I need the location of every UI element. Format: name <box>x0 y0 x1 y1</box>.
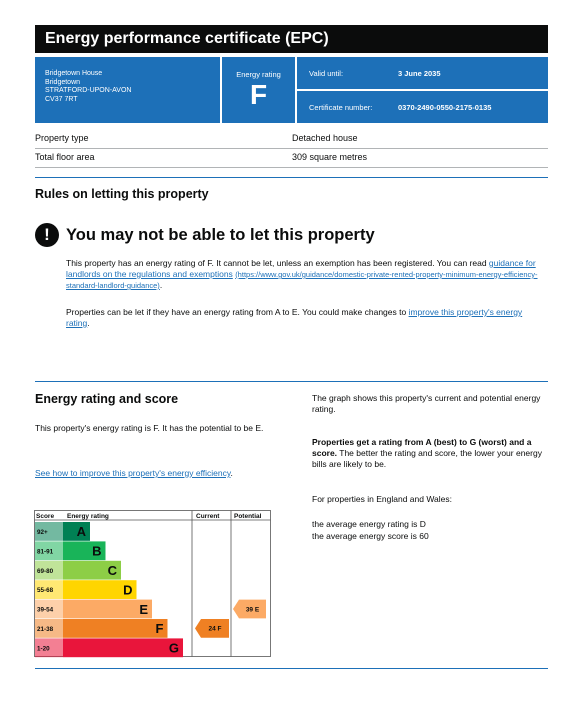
certificate-number-value: 0370-2490-0550-2175-0135 <box>398 103 492 112</box>
current-rating-label: 24 F <box>208 625 222 633</box>
rating-explanation-text: The better the rating and score, the lower your energy bills are likely to be. <box>312 448 542 469</box>
band-range-label: 1-20 <box>37 645 50 653</box>
address-line: Bridgetown House <box>45 70 103 77</box>
rating-explanation-bold: Properties get a rating from A (best) to G (worst) and a score. <box>312 437 532 458</box>
rating-letter-d: D <box>123 582 133 598</box>
graph-description: The graph shows this property's current and potential energy rating. <box>312 393 541 414</box>
landlord-guidance-link[interactable]: guidance for landlords on the regulations and exemptions <box>66 258 536 279</box>
certificate-number-label: Certificate number: <box>309 103 373 112</box>
current-header: Current <box>196 513 220 520</box>
rating-letter-e: E <box>139 601 148 617</box>
energy-rating-header: Energy rating <box>67 513 109 520</box>
average-score: the average energy score is 60 <box>312 531 429 541</box>
band-range-label: 81-91 <box>37 548 54 556</box>
property-type-label: Property type <box>35 133 89 143</box>
score-link-wrap <box>35 468 255 479</box>
letting-paragraph-2 <box>66 307 548 329</box>
address-line: Bridgetown <box>45 78 81 86</box>
rating-bar-g <box>63 638 183 657</box>
improve-rating-link[interactable]: improve this property's energy rating <box>66 307 523 328</box>
valid-until-cell <box>297 57 548 89</box>
energy-rating-value: F <box>249 79 268 110</box>
floor-area-label: Total floor area <box>35 152 95 162</box>
link-end: . <box>230 468 233 478</box>
potential-header: Potential <box>234 513 262 520</box>
page-title: Energy performance certificate (EPC) <box>35 25 548 53</box>
rating-letter-g: G <box>168 640 179 656</box>
band-range-label: 69-80 <box>37 567 54 575</box>
letting-paragraph-1 <box>66 258 548 291</box>
warning-icon: ! <box>35 223 59 247</box>
letting-heading: Rules on letting this property <box>35 187 209 201</box>
band-range-label: 21-38 <box>37 626 54 633</box>
band-range-label: 55-68 <box>37 587 54 595</box>
potential-rating-label: 39 E <box>245 606 260 614</box>
floor-area-value: 309 square metres <box>292 152 368 162</box>
address-line: STRATFORD-UPON-AVON <box>45 87 132 94</box>
improve-efficiency-link[interactable]: See how to improve this property's energy efficiency <box>35 468 231 478</box>
energy-rating-box <box>222 57 295 123</box>
section-rule <box>35 177 548 178</box>
landlord-guidance-url[interactable]: (https://www.gov.uk/guidance/domestic-private-rented-property-minimum-energy-efficiency-standard-landlord-guidance) <box>66 270 538 290</box>
letting-text-end: . <box>159 280 163 290</box>
letting-text-end: . <box>87 318 90 328</box>
energy-rating-label: Energy rating <box>236 70 281 79</box>
valid-until-value: 3 June 2035 <box>398 69 441 78</box>
section-rule <box>35 668 548 669</box>
divider <box>35 167 548 168</box>
rating-letter-b: B <box>92 543 102 559</box>
band-range-label: 39-54 <box>37 606 54 614</box>
rating-letter-a: A <box>76 524 86 540</box>
letting-text: Properties can be let if they have an energy rating from A to E. You could make changes to <box>66 307 409 317</box>
rating-explanation <box>312 437 548 470</box>
valid-until-label: Valid until: <box>309 69 344 78</box>
rating-letter-f: F <box>155 621 164 637</box>
address-block <box>35 57 220 123</box>
score-header: Score <box>36 513 55 520</box>
score-paragraph: This property's energy rating is F. It has the potential to be E. <box>35 423 264 433</box>
section-rule <box>35 381 548 382</box>
band-range-label: 92+ <box>37 529 48 536</box>
address-line: CV37 7RT <box>45 95 78 103</box>
letting-text: This property has an energy rating of F. It cannot be let, unless an exemption has been registered. You can read <box>66 258 489 268</box>
divider <box>35 148 548 149</box>
certificate-number-cell <box>297 91 548 123</box>
england-wales-label: For properties in England and Wales: <box>312 494 453 504</box>
property-type-value: Detached house <box>292 133 358 143</box>
letting-warning: You may not be able to let this property <box>66 226 375 244</box>
rating-bar-f <box>63 619 168 638</box>
average-rating: the average energy rating is D <box>312 519 426 529</box>
epc-rating-chart <box>34 510 272 658</box>
score-heading: Energy rating and score <box>35 392 179 406</box>
rating-letter-c: C <box>107 563 117 578</box>
